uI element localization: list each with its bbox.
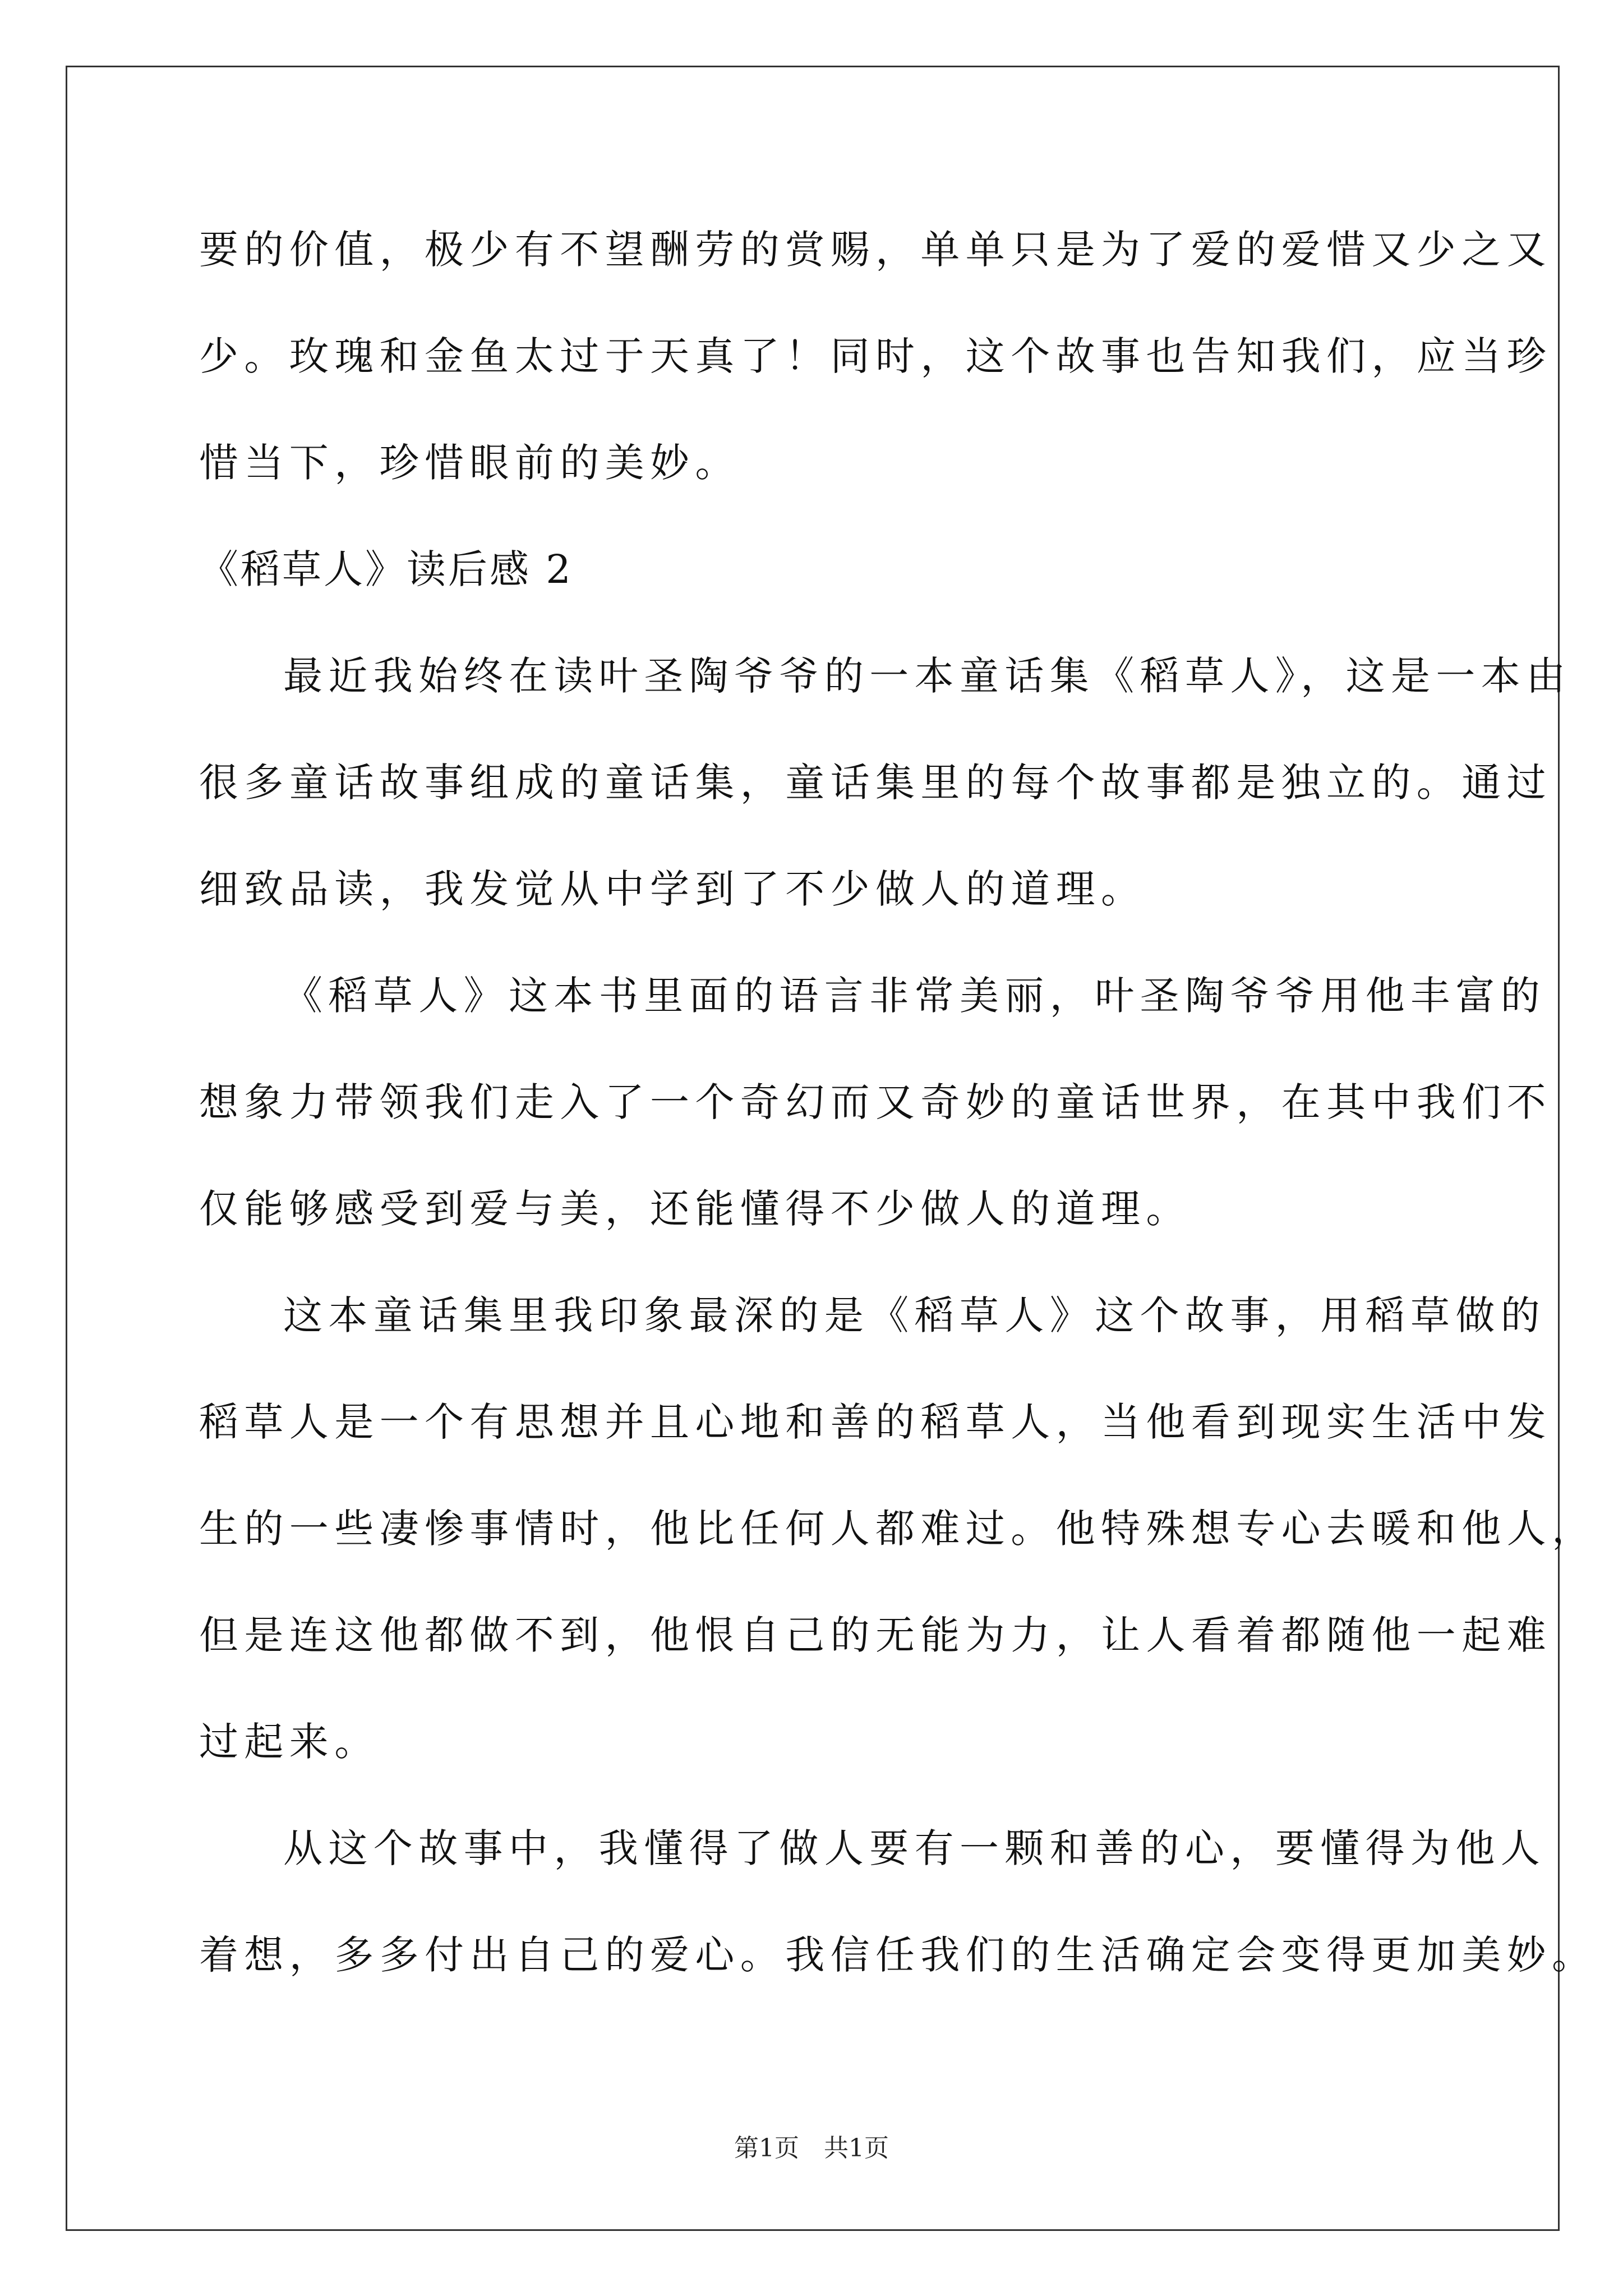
text-line: 细致品读，我发觉从中学到了不少做人的道理。 — [199, 866, 1146, 912]
text-line: 少。玫瑰和金鱼太过于天真了！同时，这个故事也告知我们，应当珍 — [199, 333, 1552, 379]
text-line: 着想，多多付出自己的爱心。我信任我们的生活确定会变得更加美妙。 — [199, 1932, 1597, 1978]
text-line: 生的一些凄惨事情时，他比任何人都难过。他特殊想专心去暖和他人， — [199, 1506, 1597, 1552]
page-number-footer: 第1页 共1页 — [734, 2134, 889, 2162]
text-line: 惜当下，珍惜眼前的美妙。 — [199, 440, 740, 486]
text-line: 仅能够感受到爱与美，还能懂得不少做人的道理。 — [199, 1186, 1191, 1232]
text-line: 这本童话集里我印象最深的是《稻草人》这个故事，用稻草做的 — [283, 1292, 1546, 1338]
text-line: 很多童话故事组成的童话集，童话集里的每个故事都是独立的。通过 — [199, 760, 1552, 806]
text-line: 《稻草人》这本书里面的语言非常美丽，叶圣陶爷爷用他丰富的 — [283, 973, 1546, 1019]
page-border — [66, 66, 1597, 2231]
text-line: 要的价值，极少有不望酬劳的赏赐，单单只是为了爱的爱惜又少之又 — [199, 227, 1552, 273]
section-heading: 《稻草人》读后感 2 — [199, 546, 573, 592]
text-line: 但是连这他都做不到，他恨自己的无能为力，让人看着都随他一起难 — [199, 1612, 1552, 1658]
text-line: 想象力带领我们走入了一个奇幻而又奇妙的童话世界，在其中我们不 — [199, 1079, 1552, 1125]
text-line: 从这个故事中，我懂得了做人要有一颗和善的心，要懂得为他人 — [283, 1825, 1546, 1871]
text-line: 稻草人是一个有思想并且心地和善的稻草人，当他看到现实生活中发 — [199, 1399, 1552, 1445]
text-line: 过起来。 — [199, 1719, 380, 1765]
text-line: 最近我始终在读叶圣陶爷爷的一本童话集《稻草人》，这是一本由 — [283, 653, 1571, 699]
